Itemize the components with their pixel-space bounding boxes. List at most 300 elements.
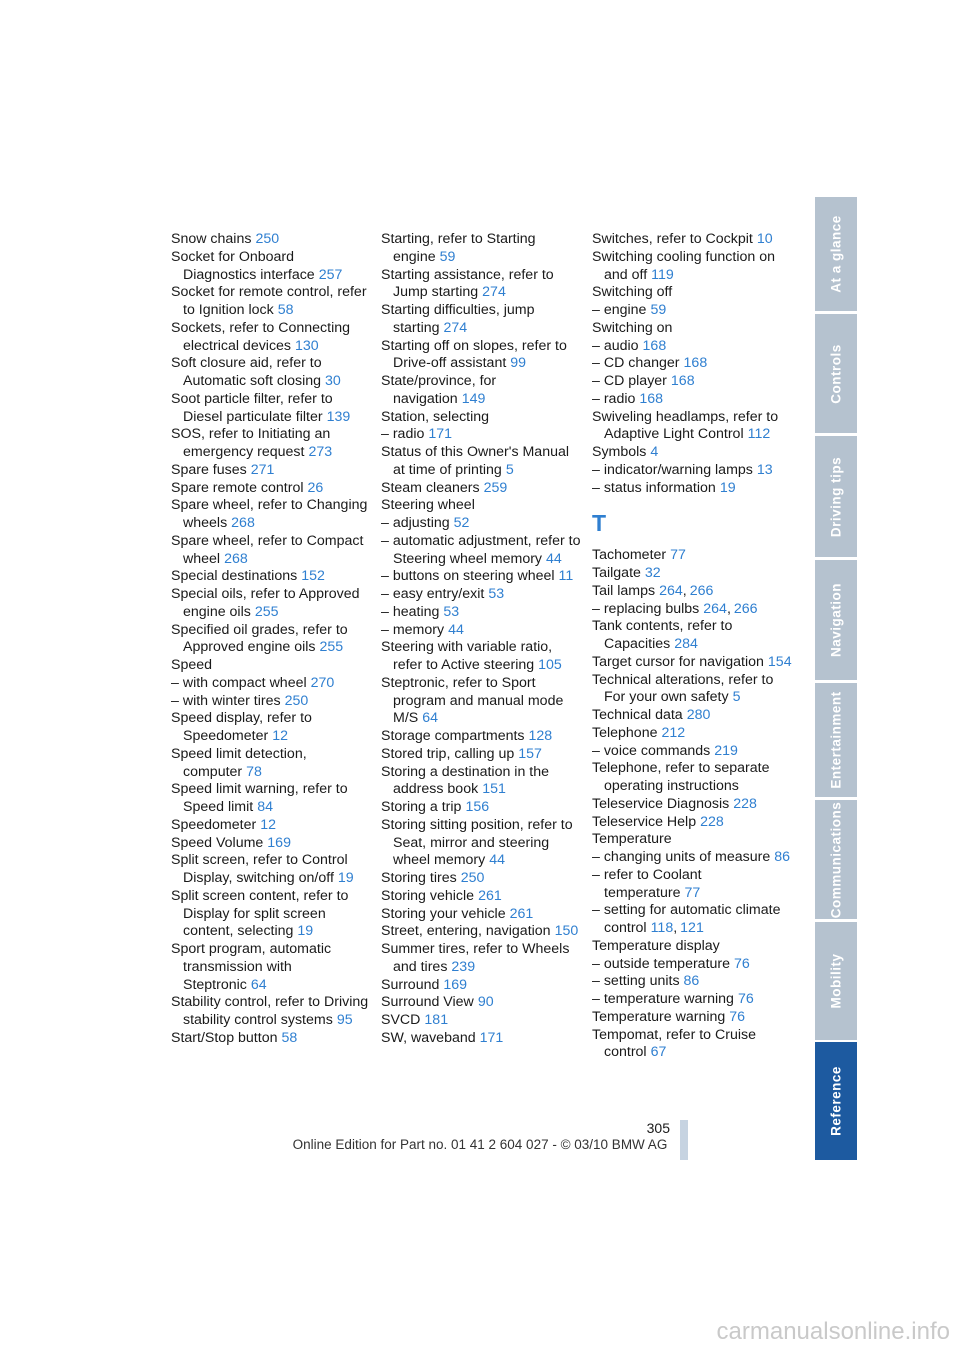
index-entry [381, 444, 581, 480]
page-link[interactable]: 257 [318, 266, 343, 283]
index-entry [592, 849, 792, 867]
index-entry-text: Storing a destination in the address book [381, 763, 549, 798]
index-entry-text: SOS, refer to Initiating an emergency request [171, 426, 331, 460]
page-link[interactable]: 77 [670, 547, 686, 564]
index-entry-text: Storing tires [381, 870, 457, 886]
page-link[interactable]: 169 [267, 834, 291, 851]
index-entry-text: Speed [171, 657, 213, 673]
index-entry-text: – heating [381, 603, 440, 620]
index-entry [381, 728, 581, 746]
page-link[interactable]: 151 [482, 781, 506, 798]
page-link[interactable]: 77 [684, 884, 701, 901]
page-link[interactable]: 118 [650, 920, 674, 936]
index-entry-text: Split screen, refer to Control Display, switching on/off [171, 852, 348, 886]
index-entry-text: Sockets, refer to Connecting electrical devices [171, 319, 351, 354]
index-entry-text: Spare remote control [171, 479, 304, 496]
index-entry [171, 941, 371, 994]
index-entry-text: – setting units [592, 973, 680, 990]
page-link[interactable]: 228 [733, 795, 757, 812]
index-entry [171, 497, 371, 533]
index-entry [592, 707, 792, 725]
page-link[interactable]: 261 [509, 905, 534, 922]
page-link[interactable]: 270 [310, 674, 335, 691]
page-link[interactable]: 157 [518, 745, 542, 762]
index-entry-text: Starting, refer to Starting engine [381, 231, 536, 265]
index-entry-text: Spare fuses [171, 461, 247, 478]
index-entry [592, 1027, 792, 1063]
index-entry [592, 672, 792, 708]
index-entry-text: Storing a trip [381, 799, 462, 815]
index-entry [171, 781, 371, 817]
index-entry [592, 391, 792, 409]
index-entry-text: Speedometer [171, 816, 257, 833]
index-entry [171, 835, 371, 853]
page-link[interactable]: 259 [483, 479, 508, 496]
index-entry-text: Switches, refer to Cockpit [592, 231, 753, 247]
index-entry-text: – engine [592, 302, 647, 318]
page-link[interactable]: 121 [680, 920, 704, 936]
index-entry [592, 991, 792, 1009]
index-entry [592, 831, 792, 849]
index-entry-text: Steptronic, refer to Sport program and manual mode M/S [381, 674, 564, 727]
page-link[interactable]: 53 [488, 586, 505, 602]
index-entry-text: Starting difficulties, jump starting [381, 302, 535, 336]
page-link[interactable]: 10 [756, 231, 773, 247]
index-entry-text: – with compact wheel [171, 674, 307, 691]
tab-at-a-glance[interactable] [815, 197, 857, 311]
page-link[interactable]: 274 [482, 284, 506, 301]
index-entry [171, 622, 371, 658]
page-link[interactable]: 228 [700, 813, 724, 830]
page-link[interactable]: 76 [734, 955, 750, 972]
index-entry-text: – outside temperature [592, 955, 731, 972]
page-link[interactable]: 67 [650, 1044, 667, 1061]
page-link[interactable]: 5 [505, 461, 514, 478]
tab-label: Controls [828, 343, 844, 404]
page-link[interactable]: 268 [224, 550, 248, 567]
index-entry: – replacing bulbs 264, 266 [592, 600, 758, 617]
page-link[interactable]: 261 [478, 887, 502, 904]
index-entry-text: Station, selecting [381, 408, 490, 425]
index-entry [592, 618, 792, 654]
page-link[interactable]: 284 [674, 636, 698, 652]
index-column-1 [171, 231, 371, 1048]
page-link[interactable]: 168 [683, 355, 708, 372]
index-entry [171, 480, 371, 498]
index-entry [592, 338, 792, 356]
index-entry-text: – automatic adjustment, refer to Steering wheel memory [381, 532, 581, 567]
index-entry-text: Technical alterations, refer to For your own safety [592, 671, 774, 706]
section-letter: T [592, 510, 607, 537]
tab-label: At a glance [828, 215, 844, 293]
page-link[interactable]: 154 [767, 653, 792, 670]
page-link[interactable]: 19 [297, 923, 314, 940]
index-column-3 [592, 231, 792, 1062]
page-link[interactable]: 76 [729, 1008, 746, 1025]
page-link[interactable]: 5 [732, 689, 741, 706]
index-entry: – setting for automatic climate control 118, 121 [592, 902, 781, 936]
index-entry [171, 657, 371, 675]
tab-mobility[interactable] [815, 922, 857, 1040]
index-entry [592, 373, 792, 391]
index-entry [171, 249, 371, 285]
page-link[interactable]: 150 [554, 923, 579, 940]
index-entry [381, 409, 581, 427]
tab-label: Driving tips [828, 456, 844, 537]
index-entry [592, 565, 792, 583]
page-link[interactable]: 266 [733, 600, 758, 617]
page-link[interactable]: 280 [686, 707, 711, 723]
index-entry [381, 941, 581, 977]
index-entry [381, 497, 581, 515]
index-entry [592, 973, 792, 991]
tab-label: Communications [828, 801, 844, 918]
page-link[interactable]: 44 [489, 852, 506, 869]
index-entry [381, 231, 581, 267]
index-entry [381, 604, 581, 622]
index-entry-text: Speed limit detection, computer [171, 745, 307, 780]
page-link[interactable]: 128 [528, 728, 553, 744]
index-entry [171, 710, 371, 746]
index-entry-text: Snow chains [171, 231, 252, 247]
index-entry-text: – with winter tires [171, 692, 281, 709]
page-link[interactable]: 59 [650, 302, 667, 318]
index-entry [592, 444, 792, 462]
tab-label: Navigation [828, 582, 844, 658]
index-entry [592, 743, 792, 761]
page-link[interactable]: 64 [422, 710, 439, 727]
index-entry [381, 568, 581, 586]
index-entry [381, 373, 581, 409]
index-entry [381, 267, 581, 303]
page-link[interactable]: 168 [642, 337, 667, 354]
page-link[interactable]: 32 [644, 565, 661, 581]
index-entry-text: Socket for remote control, refer to Ignition lock [171, 284, 367, 318]
page-link[interactable]: 168 [639, 390, 664, 407]
index-entry [592, 956, 792, 974]
index-entry-text: Tank contents, refer to Capacities [592, 618, 733, 652]
index-entry [381, 977, 581, 995]
page-link[interactable]: 44 [546, 550, 562, 567]
index-entry-text: Temperature display [592, 937, 720, 954]
index-entry [592, 480, 792, 498]
tab-controls[interactable] [815, 314, 857, 433]
page-link[interactable]: 12 [260, 816, 276, 833]
index-entry-text: Summer tires, refer to Wheels and tires [381, 941, 570, 975]
index-entry-text: – replacing bulbs [592, 600, 700, 617]
page-link[interactable]: 112 [747, 426, 771, 443]
index-entry [592, 938, 792, 956]
page-link[interactable]: 130 [295, 337, 319, 354]
index-entry-text: Split screen content, refer to Display for split screen content, selecting [171, 887, 349, 940]
index-entry-text: – memory [381, 621, 445, 638]
index-entry [381, 764, 581, 800]
index-entry-text: – setting for automatic climate control [592, 902, 781, 936]
page-link[interactable]: 168 [670, 373, 695, 389]
index-entry-text: Speed Volume [171, 834, 264, 851]
index-entry: Tail lamps 264, 266 [592, 582, 714, 599]
index-entry-text: Special oils, refer to Approved engine oils [171, 586, 360, 620]
index-entry-text: Tail lamps [592, 582, 656, 599]
index-entry [381, 870, 581, 888]
index-entry [171, 320, 371, 356]
tab-label: Entertainment [828, 691, 844, 789]
index-entry [171, 746, 371, 782]
index-entry-text: Swiveling headlamps, refer to Adaptive Light Control [592, 408, 779, 443]
page-link[interactable]: 119 [651, 266, 674, 283]
page-link[interactable]: 156 [465, 799, 490, 815]
page-link[interactable]: 139 [326, 408, 351, 425]
index-entry-text: Soft closure aid, refer to Automatic soft closing [171, 355, 322, 389]
tab-driving-tips[interactable] [815, 436, 857, 557]
page-link[interactable]: 4 [650, 444, 659, 460]
page-link[interactable]: 30 [325, 373, 341, 389]
page-link[interactable]: 78 [246, 763, 262, 780]
index-entry-text: Teleservice Diagnosis [592, 795, 730, 812]
index-entry-text: – refer to Coolant temperature [592, 866, 702, 901]
index-entry-text: – radio [381, 426, 425, 443]
index-entry-text: Sport program, automatic transmission with Steptronic [171, 941, 332, 993]
index-entry-text: – status information [592, 479, 716, 496]
index-entry [381, 888, 581, 906]
index-entry-text: Switching on [592, 319, 673, 336]
index-entry [171, 1030, 371, 1048]
page-link[interactable]: 84 [257, 799, 273, 815]
page-link[interactable]: 271 [250, 461, 275, 478]
index-entry [381, 675, 581, 728]
page-link[interactable]: 13 [756, 461, 773, 478]
index-entry-text: Stored trip, calling up [381, 745, 515, 762]
index-entry [381, 338, 581, 374]
page-link[interactable]: 58 [277, 302, 294, 318]
index-column-2 [381, 231, 581, 1048]
index-entry-text: Special destinations [171, 568, 298, 585]
page-link[interactable]: 250 [460, 870, 485, 886]
page-link[interactable]: 99 [510, 355, 527, 372]
index-entry [381, 994, 581, 1012]
index-entry-text: Steering wheel [381, 497, 475, 514]
index-entry [592, 547, 792, 565]
index-entry-text: Speed limit warning, refer to Speed limit [171, 781, 348, 815]
page-link[interactable]: 58 [281, 1029, 298, 1046]
index-entry-text: Teleservice Help [592, 813, 697, 830]
index-entry-text: Specified oil grades, refer to Approved engine oils [171, 621, 348, 656]
index-entry-text: Temperature [592, 831, 672, 848]
index-entry [171, 994, 371, 1030]
index-entry-text: State/province, for navigation [381, 373, 497, 407]
page-link[interactable]: 239 [451, 958, 476, 975]
index-entry [592, 409, 792, 445]
page-link[interactable]: 219 [714, 742, 738, 759]
index-entry-text: – audio [592, 337, 639, 354]
index-entry-text: Telephone [592, 724, 658, 741]
index-entry [592, 760, 792, 796]
page-link[interactable]: 149 [461, 390, 486, 407]
page-link[interactable]: 53 [443, 603, 460, 620]
index-entry-text: Speed display, refer to Speedometer [171, 710, 312, 744]
index-entry-text: Telephone, refer to separate operating instructions [592, 760, 770, 794]
page-link[interactable]: 181 [424, 1012, 449, 1028]
page-link[interactable]: 273 [308, 444, 333, 460]
index-entry-text: Soot particle filter, refer to Diesel particulate filter [171, 390, 333, 425]
index-entry-text: Technical data [592, 707, 683, 723]
index-entry-text: Surround View [381, 994, 474, 1011]
index-entry [592, 462, 792, 480]
index-entry-text: Spare wheel, refer to Compact wheel [171, 532, 364, 567]
index-entry-text: Storing your vehicle [381, 905, 506, 922]
page-link[interactable]: 19 [719, 479, 736, 496]
index-entry [381, 515, 581, 533]
index-entry [171, 284, 371, 320]
index-entry-text: Symbols [592, 444, 647, 460]
index-entry-text: – radio [592, 390, 636, 407]
index-entry-text: SVCD [381, 1012, 421, 1028]
index-entry-text: Storing sitting position, refer to Seat, mirror and steering wheel memory [381, 816, 573, 869]
index-entry-text: Tachometer [592, 547, 667, 564]
index-entry-text: – temperature warning [592, 991, 734, 1007]
index-entry [381, 302, 581, 338]
page-link[interactable]: 255 [254, 603, 279, 620]
index-entry [592, 355, 792, 373]
watermark: carmanualsonline.info [716, 1318, 950, 1345]
index-entry [592, 320, 792, 338]
index-entry-text: – changing units of measure [592, 849, 771, 865]
index-entry [171, 852, 371, 888]
index-entry [381, 923, 581, 941]
index-entry-text: Target cursor for navigation [592, 653, 764, 670]
page-link[interactable]: 264 [703, 600, 727, 617]
page-link[interactable]: 255 [319, 639, 344, 656]
index-entry-text: – CD player [592, 373, 667, 389]
tab-entertainment[interactable] [815, 683, 857, 797]
index-entry [171, 888, 371, 941]
index-entry [381, 1030, 581, 1048]
page-link[interactable]: 171 [479, 1029, 504, 1046]
index-entry [171, 675, 371, 693]
footer-edition: Online Edition for Part no. 01 41 2 604 027 - © 03/10 BMW AG [292, 1137, 668, 1152]
index-entry-text: Temperature warning [592, 1008, 726, 1025]
page-link[interactable]: 268 [231, 515, 255, 531]
index-entry [171, 462, 371, 480]
page-link[interactable]: 212 [661, 724, 686, 741]
index-entry-text: Switching off [592, 284, 673, 301]
index-entry [381, 533, 581, 569]
index-entry-text: Tailgate [592, 565, 641, 581]
page-link[interactable]: 52 [453, 515, 470, 531]
index-entry [171, 231, 371, 249]
index-entry-text: Storing vehicle [381, 887, 475, 904]
index-entry [171, 533, 371, 569]
index-entry-text: – buttons on steering wheel [381, 568, 555, 585]
page-link[interactable]: 266 [689, 582, 714, 599]
index-entry [381, 1012, 581, 1030]
page-link[interactable]: 105 [538, 657, 562, 673]
index-entry [171, 355, 371, 391]
tab-communications[interactable] [815, 800, 857, 919]
index-entry [592, 1009, 792, 1027]
index-entry [592, 284, 792, 302]
page-link[interactable]: 95 [336, 1012, 353, 1028]
index-entry-text: Spare wheel, refer to Changing wheels [171, 497, 368, 531]
index-entry [381, 586, 581, 604]
page-link[interactable]: 11 [558, 568, 574, 585]
index-entry-text: – indicator/warning lamps [592, 461, 753, 478]
page-link[interactable]: 90 [477, 994, 494, 1011]
index-entry [171, 568, 371, 586]
index-entry-text: Starting assistance, refer to Jump starting [381, 266, 554, 301]
index-entry-text: – voice commands [592, 742, 711, 759]
index-entry-text: Status of this Owner's Manual at time of printing [381, 444, 570, 478]
index-entry [381, 480, 581, 498]
index-entry [592, 814, 792, 832]
page-link[interactable]: 64 [250, 976, 267, 993]
index-entry [381, 817, 581, 870]
page-link[interactable]: 19 [337, 870, 354, 886]
page-link[interactable]: 76 [737, 991, 754, 1007]
index-entry-text: Start/Stop button [171, 1029, 278, 1046]
index-entry-text: Tempomat, refer to Cruise control [592, 1026, 757, 1061]
index-entry-text: SW, waveband [381, 1029, 476, 1046]
index-entry [381, 799, 581, 817]
index-entry [592, 654, 792, 672]
page-number: 305 [646, 1120, 670, 1136]
index-entry-text: – adjusting [381, 515, 450, 531]
index-entry-text: Surround [381, 976, 440, 993]
index-entry [171, 586, 371, 622]
page-link[interactable]: 250 [284, 692, 309, 709]
page-link[interactable]: 250 [255, 231, 280, 247]
index-entry [592, 867, 792, 903]
tab-label: Reference [828, 1066, 844, 1136]
index-entry [381, 746, 581, 764]
index-entry-text: Starting off on slopes, refer to Drive-off assistant [381, 337, 567, 372]
page-link[interactable]: 274 [443, 319, 468, 336]
page-link[interactable]: 26 [307, 479, 324, 496]
index-entry-text: Steam cleaners [381, 479, 480, 496]
tab-label: Mobility [828, 953, 844, 1009]
page-link[interactable]: 44 [448, 621, 464, 638]
index-entry [381, 426, 581, 444]
page-link[interactable]: 152 [301, 568, 325, 585]
index-entry-text: Street, entering, navigation [381, 923, 551, 940]
tab-navigation[interactable] [815, 560, 857, 680]
index-entry [592, 249, 792, 285]
page-link[interactable]: 12 [272, 728, 288, 744]
index-entry-text: Storage compartments [381, 728, 525, 744]
index-entry [592, 725, 792, 743]
index-entry [381, 639, 581, 675]
page-link[interactable]: 59 [439, 248, 456, 265]
page-link[interactable]: 171 [428, 426, 453, 443]
index-entry [381, 906, 581, 924]
index-entry-text: – easy entry/exit [381, 586, 485, 602]
index-entry-text: Stability control, refer to Driving stability control systems [171, 994, 369, 1028]
page-link[interactable]: 169 [443, 976, 468, 993]
index-entry-text: Switching cooling function on and off [592, 248, 775, 283]
page-link[interactable]: 86 [683, 973, 700, 990]
index-entry-text: Socket for Onboard Diagnostics interface [171, 248, 315, 283]
index-entry-text: – CD changer [592, 355, 680, 372]
page-link[interactable]: 86 [774, 849, 791, 865]
index-entry [171, 391, 371, 427]
index-entry [592, 796, 792, 814]
index-entry [171, 817, 371, 835]
index-entry [592, 231, 792, 249]
page-link[interactable]: 264 [659, 582, 683, 599]
index-entry-text: Steering with variable ratio, refer to Active steering [381, 639, 553, 673]
index-entry [171, 693, 371, 711]
index-entry [592, 302, 792, 320]
